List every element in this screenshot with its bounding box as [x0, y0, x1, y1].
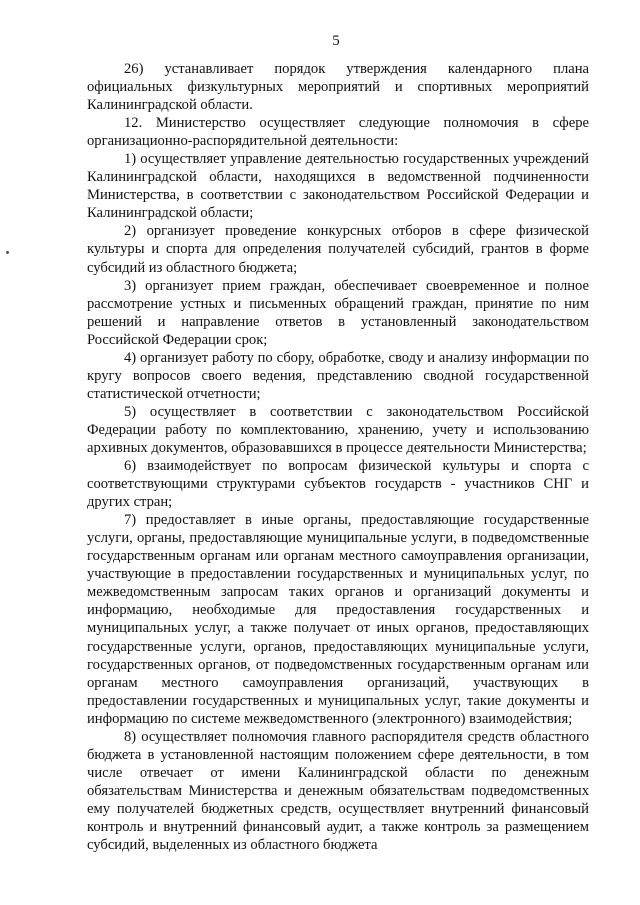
paragraph-item-8: 8) осуществляет полномочия главного распорядителя средств областного бюджета в установленной настоящим положением сфере деятельности, в том числе отвечает от имени Калининградской области по денежным обязательствам Министерства и денежным обязательствам подведомственных ему получателей бюджетных средств, осуществляет внутренний финансовый контроль и внутренний финансовый аудит, а также контроль за размещением субсидий, выделенных из областного бюджета — [87, 728, 589, 854]
paragraph-item-1: 1) осуществляет управление деятельностью государственных учреждений Калининградской области, находящихся в ведомственной подчиненности Министерства, в соответствии с законодательством Российской Федерации и Калининградской области; — [87, 151, 589, 222]
paragraph-section-12: 12. Министерство осуществляет следующие полномочия в сфере организационно-распорядительной деятельности: — [87, 115, 589, 150]
paragraph-item-3: 3) организует прием граждан, обеспечивает своевременное и полное рассмотрение устных и письменных обращений граждан, принятие по ним решений и направление ответов в установленный законодательством Российской Федерации срок; — [87, 277, 589, 348]
paragraph-item-7: 7) предоставляет в иные органы, предоставляющие государственные услуги, органы, предоставляющие муниципальные услуги, в подведомственные государственным органам или органам местного самоуправления организации, участвующие в предоставлении государственных и муниципальных услуг, по межведомственным запросам таких органов и организаций документы и информацию, необходимые для предоставления государственных и муниципальных услуг, а также получает от иных органов, предоставляющих государственные услуги, органов, предоставляющих муниципальные услуги, государственных органов, от подведомственных государственным органам или органам местного самоуправления организаций, участвующих в предоставлении государственных и муниципальных услуг, такие документы и информацию по системе межведомственного (электронного) взаимодействия; — [87, 512, 589, 727]
paragraph-item-26: 26) устанавливает порядок утверждения календарного плана официальных физкультурных мероприятий и спортивных мероприятий Калининградской области. — [87, 61, 589, 114]
scan-edge-mark — [6, 251, 9, 254]
paragraph-item-5: 5) осуществляет в соответствии с законодательством Российской Федерации работу по комплектованию, хранению, учету и использованию архивных документов, образовавшихся в процессе деятельности Министерства; — [87, 403, 589, 456]
page-number: 5 — [332, 33, 340, 49]
paragraph-item-2: 2) организует проведение конкурсных отборов в сфере физической культуры и спорта для определения получателей субсидий, грантов в форме субсидий из областного бюджета; — [87, 223, 589, 276]
paragraph-item-4: 4) организует работу по сбору, обработке, своду и анализу информации по кругу вопросов своего ведения, представлению сводной государственной статистической отчетности; — [87, 349, 589, 402]
document-body — [87, 60, 589, 854]
paragraph-item-6: 6) взаимодействует по вопросам физической культуры и спорта с соответствующими структурами субъектов государств - участников СНГ и других стран; — [87, 458, 589, 511]
